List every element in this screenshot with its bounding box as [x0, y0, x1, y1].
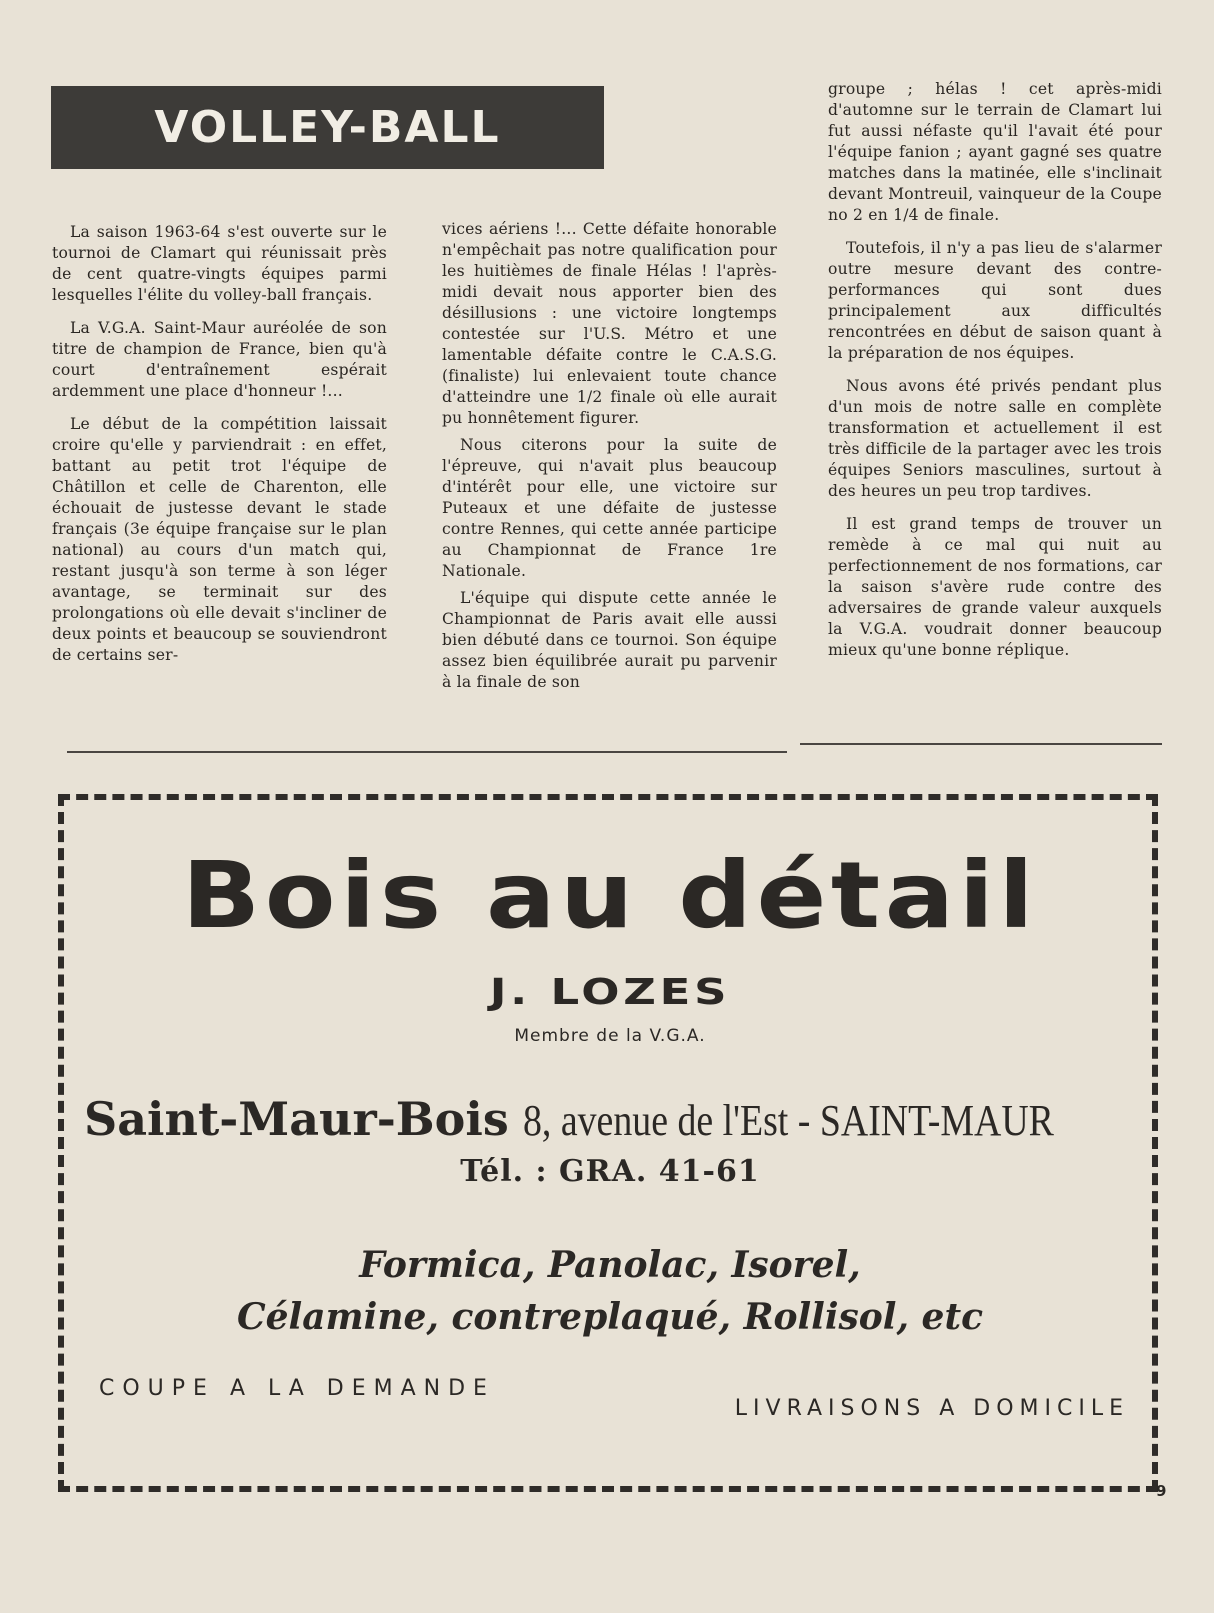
divider-rule [800, 743, 1162, 745]
divider-rule [67, 751, 787, 753]
paragraph: Nous citerons pour la suite de l'épreuve, qui n'avait plus beaucoup d'intérêt pour elle, une victoire sur Puteaux et une défaite de justesse contre Rennes, qui cette année participe au Championnat de France 1re Nationale. [442, 436, 777, 580]
paragraph: Nous avons été privés pendant plus d'un mois de notre salle en complète transformation et actuellement il est très difficile de la partager avec les trois équipes Seniors masculines, surtout à des heures un peu trop tardives. [828, 377, 1162, 500]
article-column-3 [828, 79, 1162, 673]
ad-delivery-service: LIVRAISONS A DOMICILE [734, 1396, 1129, 1421]
article-column-2 [442, 219, 777, 693]
paragraph: Le début de la compétition laissait croire qu'elle y parviendrait : en effet, battant au petit trot l'équipe de Châtillon et celle de Charenton, elle échouait de justesse devant le stade français (3e équipe française sur le plan national) au cours d'un match qui, restant jusqu'à son terme à son léger avantage, se terminait sur des prolongations où elle devait s'incliner de deux points et beaucoup se souviendront de certains ser- [52, 415, 387, 664]
article-title-banner: VOLLEY-BALL [51, 86, 604, 169]
paragraph: Il est grand temps de trouver un remède à ce mal qui nuit au perfectionnement de nos formations, car la saison s'avère rude contre des adversaires de grande valeur auxquels la V.G.A. voudrait donner beaucoup mieux qu'une bonne réplique. [828, 515, 1162, 659]
ad-products-line-1: Formica, Panolac, Isorel, [359, 1244, 861, 1286]
paragraph: vices aériens !... Cette défaite honorable n'empêchait pas notre qualification pour les huitièmes de finale Hélas ! l'après-midi devait nous apporter bien des désillusions : une victoire longtemps contestée sur l'U.S. Métro et une lamentable défaite contre le C.A.S.G. (finaliste) lui enlevaient toute chance d'atteindre une 1/2 finale où elle aurait pu honnêtement figurer. [442, 220, 777, 427]
ad-owner-name: J. LOZES [489, 972, 731, 1013]
page-number: 9 [1156, 1482, 1167, 1500]
ad-address-line [84, 1092, 1144, 1146]
ad-telephone: Tél. : GRA. 41-61 [460, 1154, 760, 1189]
ad-street-address: 8, avenue de l'Est - SAINT-MAUR [522, 1096, 1054, 1145]
paragraph: Toutefois, il n'y a pas lieu de s'alarmer outre mesure devant des contre-performances qui sont dues principalement aux difficultés rencontrées en début de saison quant à la préparation de nos équipes. [828, 239, 1162, 362]
ad-products-line-2: Célamine, contreplaqué, Rollisol, etc [237, 1296, 983, 1338]
article-column-1 [52, 222, 387, 678]
ad-membership: Membre de la V.G.A. [514, 1026, 706, 1046]
paragraph: La V.G.A. Saint-Maur auréolée de son titre de champion de France, bien qu'à court d'entraînement espérait ardemment une place d'honneur !... [52, 319, 387, 400]
paragraph: L'équipe qui dispute cette année le Championnat de Paris avait elle aussi bien débuté dans ce tournoi. Son équipe assez bien équilibrée aurait pu parvenir à la finale de son [442, 589, 777, 691]
ad-headline: Bois au détail [181, 842, 1039, 949]
paragraph: La saison 1963-64 s'est ouverte sur le tournoi de Clamart qui réunissait près de cent quatre-vingts équipes parmi lesquelles l'élite du volley-ball français. [52, 223, 387, 304]
ad-cutting-service: COUPE A LA DEMANDE [99, 1376, 495, 1401]
paragraph: groupe ; hélas ! cet après-midi d'automne sur le terrain de Clamart lui fut aussi néfaste qu'il l'avait été pour l'équipe fanion ; ayant gagné ses quatre matches dans la matinée, elle s'inclinait devant Montreuil, vainqueur de la Coupe no 2 en 1/4 de finale. [828, 80, 1162, 224]
ad-business-name: Saint-Maur-Bois [84, 1092, 509, 1146]
